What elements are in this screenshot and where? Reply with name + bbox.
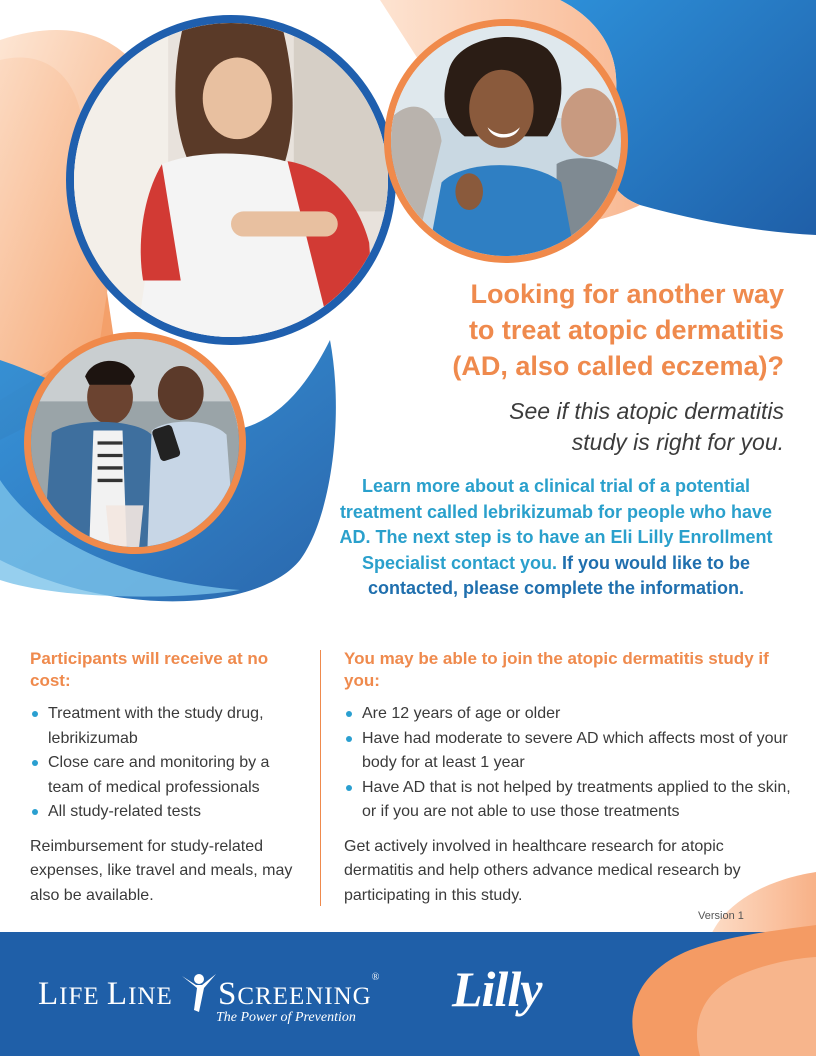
life-line-tagline: The Power of Prevention — [216, 1010, 356, 1025]
headline-line-1: Looking for another way — [470, 279, 784, 309]
figure-logo-icon — [180, 972, 218, 1012]
eligibility-title: You may be able to join the atopic dermatitis study if you: — [344, 649, 769, 690]
headline — [364, 276, 784, 384]
list-item: Close care and monitoring by a team of medical professionals — [30, 751, 300, 800]
list-item: Have AD that is not helped by treatments applied to the skin, or if you are not able to use those treatments — [344, 776, 794, 825]
life-line-screening-logo: LIFE LINE SCREENING® — [38, 972, 381, 1012]
subheadline — [384, 396, 784, 458]
list-item: Treatment with the study drug, lebrikizumab — [30, 702, 300, 751]
subheadline-line-2: study is right for you. — [571, 429, 784, 455]
eligibility-column — [344, 648, 794, 908]
headline-line-2: to treat atopic dermatitis — [468, 315, 784, 345]
involvement-note: Get actively involved in healthcare research for atopic dermatitis and help others advance medical research by participating in this study. — [344, 837, 741, 904]
list-item: All study-related tests — [30, 800, 300, 825]
photo-teen-girl — [66, 15, 396, 345]
intro-text-blue: Learn more about a clinical trial of a potential treatment called lebrikizumab for people who have AD. The next step is to have an Eli Lilly Enrollment Specialist contact you. — [339, 476, 773, 573]
subheadline-line-1: See if this atopic dermatitis — [509, 398, 784, 424]
photo-two-men-phone — [24, 332, 246, 554]
list-item: Have had moderate to severe AD which affects most of your body for at least 1 year — [344, 727, 794, 776]
column-divider — [320, 650, 321, 906]
headline-line-3: (AD, also called eczema)? — [452, 351, 784, 381]
lilly-logo: Lilly — [452, 961, 542, 1017]
version-label: Version 1 — [698, 910, 744, 922]
eligibility-list — [344, 702, 794, 825]
photo-laughing-woman — [384, 19, 628, 263]
list-item: Are 12 years of age or older — [344, 702, 794, 727]
intro-text-dark: If you would like to be contacted, please complete the information. — [367, 552, 751, 598]
intro-paragraph — [326, 474, 786, 602]
participants-title: Participants will receive at no cost: — [30, 649, 269, 690]
participants-list — [30, 702, 300, 825]
participants-column — [30, 648, 300, 908]
reimbursement-note: Reimbursement for study-related expenses, like travel and meals, may also be available. — [30, 837, 293, 904]
